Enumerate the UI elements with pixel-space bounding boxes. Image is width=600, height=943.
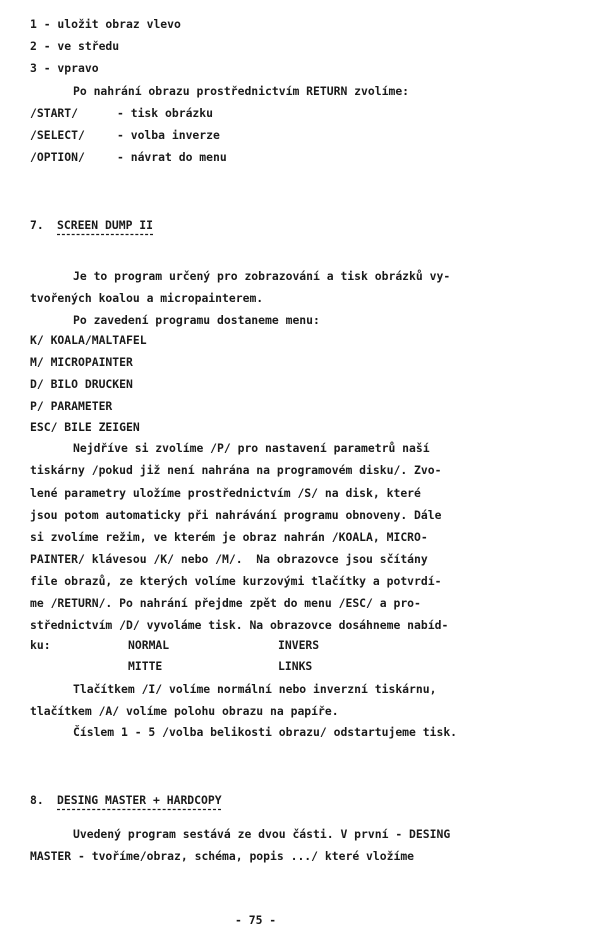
section-title: DESING MASTER + HARDCOPY [57, 793, 222, 807]
menu-item: P/ PARAMETER [30, 399, 113, 413]
key-name: /OPTION/ [30, 150, 85, 164]
paragraph-line: Je to program určený pro zobrazování a tisk obrázků vy- [73, 269, 451, 283]
paragraph-line: ku: [30, 638, 51, 652]
section-number: 8. [30, 793, 44, 807]
section-number: 7. [30, 218, 44, 232]
paragraph-line: MASTER - tvoříme/obraz, schéma, popis .../ které vložíme [30, 849, 415, 863]
paragraph: Po nahrání obrazu prostřednictvím RETURN zvolíme: [73, 84, 410, 98]
paragraph-line: Uvedený program sestává ze dvou části. V první - DESING [73, 827, 451, 841]
paragraph-line: me /RETURN/. Po nahrání přejdme zpět do menu /ESC/ a pro- [30, 596, 421, 610]
paragraph-line: střednictvím /D/ vyvoláme tisk. Na obrazovce dosáhneme nabíd- [30, 618, 449, 632]
option-label: INVERS [278, 638, 320, 652]
paragraph-line: Nejdříve si zvolíme /P/ pro nastavení parametrů naší [73, 441, 430, 455]
key-desc: - tisk obrázku [117, 106, 214, 120]
key-desc: - volba inverze [117, 128, 220, 142]
section-title: SCREEN DUMP II [57, 218, 154, 232]
key-desc: - návrat do menu [117, 150, 227, 164]
key-name: /SELECT/ [30, 128, 85, 142]
key-name: /START/ [30, 106, 79, 120]
paragraph-line: PAINTER/ klávesou /K/ nebo /M/. Na obrazovce jsou sčítány [30, 552, 428, 566]
option-label: NORMAL [128, 638, 170, 652]
menu-item: D/ BILO DRUCKEN [30, 377, 133, 391]
paragraph-line: lené parametry uložíme prostřednictvím /S/ na disk, které [30, 486, 421, 500]
paragraph-line: tiskárny /pokud již není nahrána na programovém disku/. Zvo- [30, 463, 442, 477]
paragraph-line: Po zavedení programu dostaneme menu: [73, 313, 320, 327]
option-label: MITTE [128, 659, 163, 673]
page-number: - 75 - [235, 913, 277, 927]
list-item: 1 - uložit obraz vlevo [30, 17, 181, 31]
paragraph-line: si zvolíme režim, ve kterém je obraz nahrán /KOALA, MICRO- [30, 530, 428, 544]
paragraph-line: tlačítkem /A/ volíme polohu obrazu na papíře. [30, 704, 339, 718]
menu-item: K/ KOALA/MALTAFEL [30, 333, 147, 347]
paragraph-line: jsou potom automaticky při nahrávání programu obnoveny. Dále [30, 508, 442, 522]
list-item: 3 - vpravo [30, 61, 99, 75]
paragraph-line: Tlačítkem /I/ volíme normální nebo inverzní tiskárnu, [73, 682, 437, 696]
option-label: LINKS [278, 659, 313, 673]
list-item: 2 - ve středu [30, 39, 120, 53]
paragraph-line: tvořených koalou a micropainterem. [30, 291, 264, 305]
menu-item: ESC/ BILE ZEIGEN [30, 420, 140, 434]
paragraph-line: Číslem 1 - 5 /volba belikosti obrazu/ odstartujeme tisk. [73, 725, 458, 739]
paragraph-line: file obrazů, ze kterých volíme kurzovými tlačítky a potvrdí- [30, 574, 442, 588]
menu-item: M/ MICROPAINTER [30, 355, 133, 369]
